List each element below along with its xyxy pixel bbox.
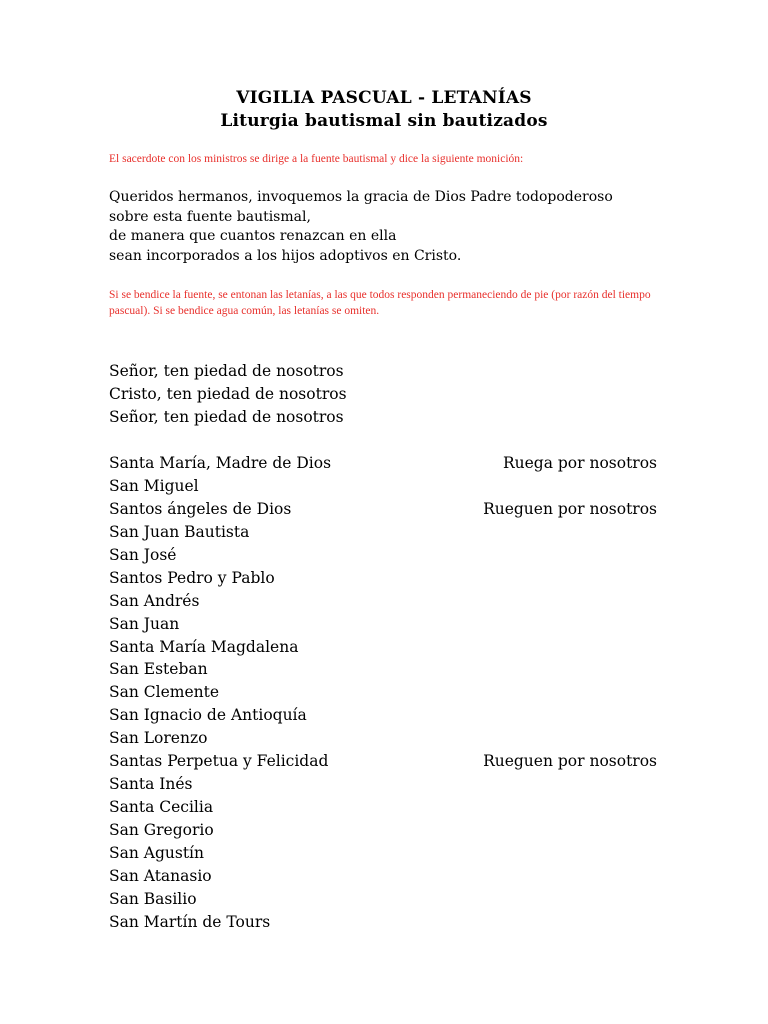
litany-invocation: Santa María Magdalena: [109, 637, 299, 656]
litany-invocation: Santa María, Madre de Dios: [109, 454, 332, 472]
litany-list: [109, 452, 657, 934]
monition-line: Queridos hermanos, invoquemos la gracia de Dios Padre todopoderoso: [109, 189, 613, 205]
litany-invocation: San José: [109, 545, 177, 564]
litany-row: [109, 750, 657, 773]
kyrie-line: Señor, ten piedad de nosotros: [109, 408, 344, 426]
litany-invocation: San Miguel: [109, 476, 199, 495]
rubric-instruction-2: Si se bendice la fuente, se entonan las letanías, a las que todos responden permaneciendo de pie (por razón del tiempo pascual). Si se bendice agua común, las letanías se omiten.: [109, 289, 651, 317]
litany-row: [109, 658, 657, 681]
litany-invocation: Santa Cecilia: [109, 798, 214, 817]
litany-response: Ruega por nosotros: [502, 454, 657, 472]
litany-row: [109, 521, 657, 544]
kyrie-block: [109, 360, 347, 429]
litany-invocation: San Basilio: [109, 889, 197, 908]
litany-invocation: San Martín de Tours: [109, 912, 271, 931]
litany-row: [109, 704, 657, 727]
litany-response: Rueguen por nosotros: [483, 499, 657, 518]
litany-row: [109, 544, 657, 567]
litany-response: Rueguen por nosotros: [483, 752, 657, 771]
page-title: VIGILIA PASCUAL - LETANÍAS: [236, 88, 532, 108]
page-subtitle: Liturgia bautismal sin bautizados: [220, 111, 548, 131]
litany-invocation: Santas Perpetua y Felicidad: [109, 752, 329, 771]
litany-invocation: San Esteban: [109, 660, 208, 679]
litany-row: [109, 888, 657, 911]
litany-invocation: San Andrés: [109, 591, 200, 610]
litany-invocation: Santa Inés: [109, 775, 193, 794]
kyrie-line: Señor, ten piedad de nosotros: [109, 362, 344, 380]
litany-row: [109, 819, 657, 842]
monition-line: de manera que cuantos renazcan en ella: [109, 228, 397, 244]
litany-invocation: San Lorenzo: [109, 729, 208, 748]
litany-invocation: San Agustín: [109, 843, 204, 862]
litany-invocation: San Gregorio: [109, 821, 214, 839]
litany-row: [109, 590, 657, 613]
litany-invocation: San Atanasio: [109, 866, 212, 885]
kyrie-line: Cristo, ten piedad de nosotros: [109, 385, 347, 403]
litany-row: [109, 796, 657, 819]
litany-row: [109, 911, 657, 934]
litany-row: [109, 842, 657, 865]
litany-row: [109, 613, 657, 636]
monition-line: sobre esta fuente bautismal,: [109, 208, 311, 225]
litany-row: [109, 475, 657, 498]
litany-row: [109, 681, 657, 704]
litany-invocation: San Juan: [109, 614, 180, 633]
litany-row: [109, 567, 657, 590]
litany-invocation: Santos ángeles de Dios: [109, 499, 292, 518]
litany-row: [109, 452, 657, 475]
litany-invocation: San Ignacio de Antioquía: [109, 706, 307, 725]
litany-invocation: San Juan Bautista: [109, 522, 250, 541]
rubric-instruction-1: El sacerdote con los ministros se dirige a la fuente bautismal y dice la siguiente monición:: [109, 153, 524, 165]
litany-invocation: San Clemente: [109, 683, 220, 702]
monition-block: [109, 188, 613, 266]
litany-row: [109, 498, 657, 521]
litany-row: [109, 773, 657, 796]
litany-row: [109, 727, 657, 750]
litany-row: [109, 865, 657, 888]
litany-invocation: Santos Pedro y Pablo: [109, 568, 275, 587]
monition-line: sean incorporados a los hijos adoptivos en Cristo.: [109, 247, 462, 264]
litany-row: [109, 636, 657, 659]
